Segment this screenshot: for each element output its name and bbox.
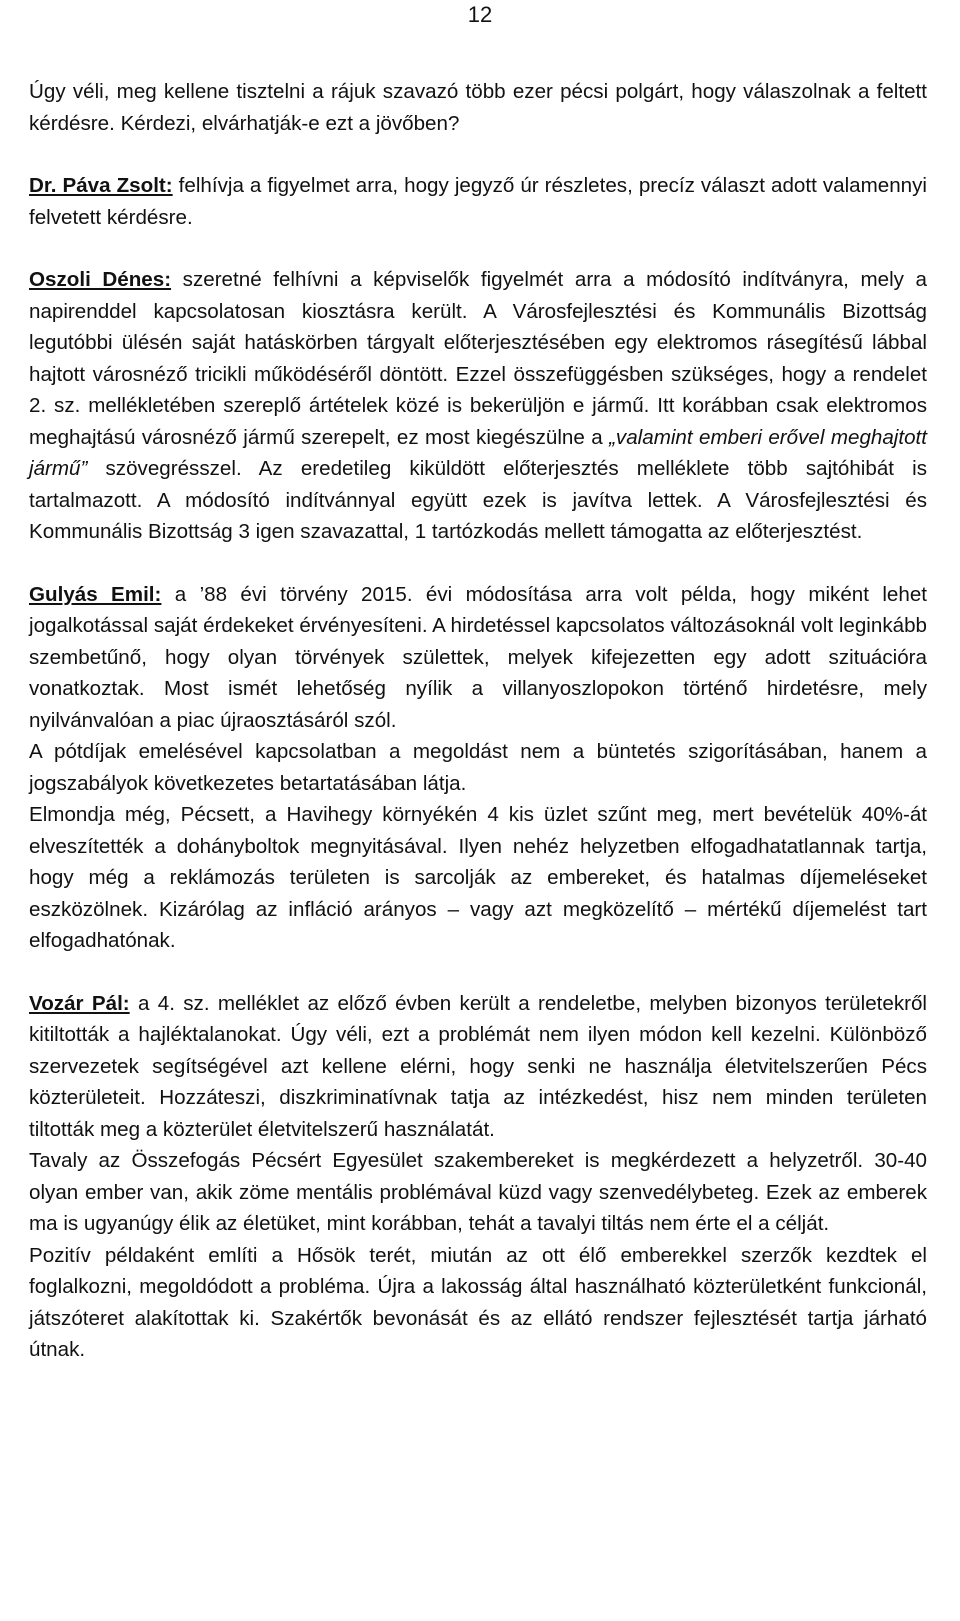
- paragraph-gulyas-emil: [29, 579, 927, 737]
- speaker-name: Dr. Páva Zsolt:: [29, 174, 173, 197]
- paragraph-text: felhívja a figyelmet arra, hogy jegyző úr részletes, precíz választ adott valamennyi felvetett kérdésre.: [29, 174, 927, 229]
- paragraph-text: szövegrésszel. Az eredetileg kiküldött előterjesztés melléklete több sajtóhibát is tartalmazott. A módosító indítvánnyal együtt ezek is javítva lettek. A Városfejlesztési és Kommunális Bizottság 3 igen szavazattal, 1 tartózkodás mellett támogatta az előterjesztést.: [29, 457, 927, 543]
- document-body: [29, 76, 927, 1366]
- paragraph-gap: [29, 548, 927, 579]
- speaker-name: Vozár Pál:: [29, 991, 130, 1015]
- paragraph-oszoli-denes: [29, 264, 927, 548]
- quoted-text: „valamint emberi erővel meghajtott jármű”: [29, 425, 928, 480]
- paragraph-gap: [29, 139, 927, 170]
- paragraph-vozar-pal-2: Tavaly az Összefogás Pécsért Egyesület szakembereket is megkérdezett a helyzetről. 30-40 olyan ember van, akik zöme mentális problémával küzd vagy szenvedélybeteg. Ezek az emberek ma is ugyanúgy élik az életüket, mint korábban, tehát a tavalyi tiltás nem érte el a célját.: [29, 1149, 927, 1235]
- paragraph-continuation: [29, 76, 927, 139]
- paragraph-vozar-pal-3: Pozitív példaként említi a Hősök terét, miután az ott élő emberekkel szerzők kezdtek el foglalkozni, megoldódott a probléma. Újra a lakosság által használható közterületként funkcionál, játszóteret alakítottak ki. Szakértők bevonását és az ellátó rendszer fejlesztését tartja járható útnak.: [29, 1243, 927, 1361]
- paragraph-gap: [29, 957, 927, 988]
- paragraph-vozar-pal: [29, 988, 927, 1146]
- paragraph-text: a 4. sz. melléklet az előző évben került a rendeletbe, melyben bizonyos területekről kitiltották a hajléktalanokat. Úgy véli, ezt a problémát nem ilyen módon kell kezelni. Különböző szervezetek segítségével azt kellene elérni, hogy senki ne használja életvitelszerűen Pécs közterületeit. Hozzáteszi, diszkriminatívnak tatja az intézkedést, hisz nem minden területen tiltották meg a közterület életvitelszerű használatát.: [29, 991, 928, 1141]
- paragraph-pava-zsolt: [29, 170, 927, 233]
- paragraph-text: a ’88 évi törvény 2015. évi módosítása arra volt példa, hogy miként lehet jogalkotással saját érdekeket érvényesíteni. A hirdetéssel kapcsolatos változásoknál volt leginkább szembetűnő, hogy olyan törvények születtek, melyek kifejezetten egy adott szituációra vonatkoztak. Most ismét lehetőség nyílik a villanyoszlopokon történő hirdetésre, mely nyilvánvalóan a piac újraosztásáról szól.: [29, 582, 928, 732]
- page-number: 12: [467, 2, 493, 27]
- speaker-name: Oszoli Dénes:: [29, 268, 172, 291]
- speaker-name: Gulyás Emil:: [29, 582, 162, 606]
- paragraph-text: Úgy véli, meg kellene tisztelni a rájuk szavazó több ezer pécsi polgárt, hogy válaszolnak a feltett kérdésre. Kérdezi, elvárhatják-e ezt a jövőben?: [29, 80, 927, 135]
- paragraph-gulyas-emil-3: Elmondja még, Pécsett, a Havihegy környékén 4 kis üzlet szűnt meg, mert bevételük 40%-át elveszítették a dohányboltok megnyitásával. Ilyen nehéz helyzetben elfogadhatatlannak tartja, hogy még a reklámozás területen is sarcolják az embereket, és hatalmas díjemeléseket eszközölnek. Kizárólag az infláció arányos – vagy azt megközelítő – mértékű díjemelést tart elfogadhatónak.: [29, 803, 927, 952]
- paragraph-text: szeretné felhívni a képviselők figyelmét arra a módosító indítványra, mely a napirenddel kapcsolatosan kiosztásra került. A Városfejlesztési és Kommunális Bizottság legutóbbi ülésén saját hatáskörben tárgyalt előterjesztésében egy elektromos rásegítésű lábbal hajtott városnéző tricikli működéséről döntött. Ezzel összefüggésben szükséges, hogy a rendelet 2. sz. mellékletében szereplő ártételek közé is bekerüljön e jármű. Itt korábban csak elektromos meghajtású városnéző jármű szerepelt, ez most kiegészülne a: [29, 268, 928, 449]
- paragraph-gulyas-emil-2: A pótdíjak emelésével kapcsolatban a megoldást nem a büntetés szigorításában, hanem a jogszabályok következetes betartatásában látja.: [29, 740, 927, 795]
- paragraph-gap: [29, 233, 927, 264]
